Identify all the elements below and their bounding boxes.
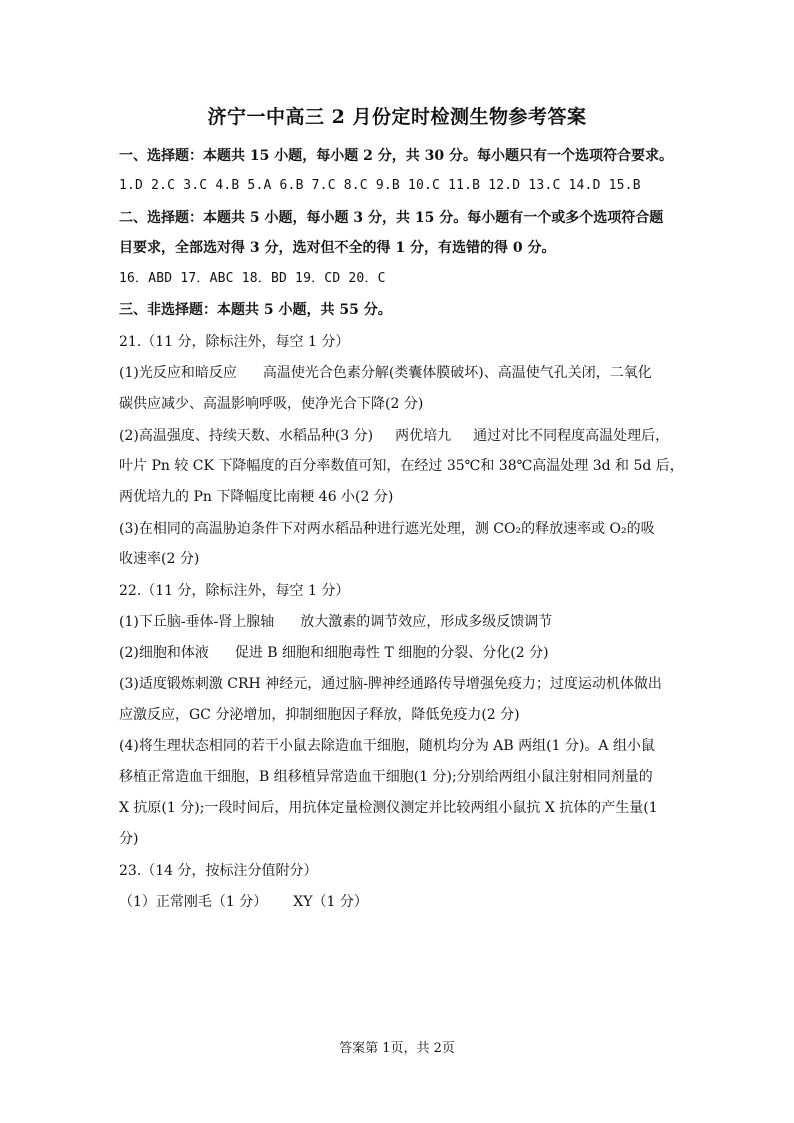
q22-answer-2 <box>119 642 679 664</box>
page-footer: 答案第 1页，共 2页 <box>339 1041 455 1056</box>
q21-answer-1-line1 <box>119 362 679 384</box>
q21-answer-2b: 两优培九 <box>395 428 452 444</box>
q21-answer-2-line3: 两优培九的 Pn 下降幅度比南粳 46 小(2 分) <box>119 489 394 505</box>
q22-answer-4-line4: 分) <box>119 831 139 847</box>
q21-answer-2a: (2)高温强度、持续天数、水稻品种(3 分) <box>119 428 374 444</box>
q22-answer-3-line1: (3)适度锻炼刺激 CRH 神经元，通过脑-脾神经通路传导增强免疫力；过度运动机体做出 <box>119 676 662 692</box>
q22-answer-2b: 促进 B 细胞和细胞毒性 T 细胞的分裂、分化(2 分) <box>234 645 549 661</box>
q22-answer-4-line2: 移植正常造血干细胞，B 组移植异常造血干细胞(1 分);分别给两组小鼠注射相同剂量的 <box>119 769 653 785</box>
q23-answer-1 <box>119 891 679 913</box>
q22-answer-1b: 放大激素的调节效应，形成多级反馈调节 <box>300 614 553 630</box>
section2-heading-line2: 目要求，全部选对得 3 分，选对但不全的得 1 分，有选错的得 0 分。 <box>119 240 556 256</box>
q21-answer-3-line2: 收速率(2 分) <box>119 551 200 567</box>
q23-answer-1a: （1）正常刚毛（1 分） <box>119 894 268 910</box>
section3-heading: 三、非选择题：本题共 5 小题，共 55 分。 <box>119 302 392 318</box>
section1-heading: 一、选择题：本题共 15 小题，每小题 2 分，共 30 分。每小题只有一个选项符合要求。 <box>119 148 673 164</box>
q21-answer-2-line2: 叶片 Pn 较 CK 下降幅度的百分率数值可知，在经过 35℃和 38℃高温处理 3d 和 5d 后， <box>119 458 684 474</box>
section2-answers: 16．ABD 17．ABC 18．BD 19．CD 20．C <box>119 271 386 286</box>
q22-answer-3-line2: 应激反应，GC 分泌增加，抑制细胞因子释放，降低免疫力(2 分) <box>119 707 520 723</box>
q21-answer-2c: 通过对比不同程度高温处理后， <box>473 428 670 444</box>
q21-answer-2-line1 <box>119 425 679 447</box>
q21-header: 21.（11 分，除标注外，每空 1 分） <box>119 334 350 350</box>
section1-answers: 1.D 2.C 3.C 4.B 5.A 6.B 7.C 8.C 9.B 10.C 11.B 12.D 13.C 14.D 15.B <box>119 178 641 193</box>
q22-header: 22.（11 分，除标注外，每空 1 分） <box>119 583 350 599</box>
q23-answer-1b: XY（1 分） <box>293 894 368 910</box>
q21-answer-1a: (1)光反应和暗反应 <box>119 365 237 381</box>
q21-answer-1b: 高温使光合色素分解(类囊体膜破坏)、高温使气孔关闭，二氧化 <box>262 365 652 381</box>
q22-answer-1 <box>119 611 679 633</box>
q22-answer-1a: (1)下丘脑-垂体-肾上腺轴 <box>119 614 275 630</box>
page-title: 济宁一中高三 2 月份定时检测生物参考答案 <box>207 106 587 128</box>
q22-answer-2a: (2)细胞和体液 <box>119 645 209 661</box>
q22-answer-4-line1: (4)将生理状态相同的若干小鼠去除造血干细胞，随机均分为 AB 两组(1 分)。A 组小鼠 <box>119 738 655 754</box>
section2-heading-line1: 二、选择题：本题共 5 小题，每小题 3 分，共 15 分。每小题有一个或多个选项符合题 <box>119 210 664 226</box>
q21-answer-3-line1: (3)在相同的高温胁迫条件下对两水稻品种进行遮光处理，测 CO₂的释放速率或 O₂的吸 <box>119 521 655 537</box>
q21-answer-1-line2: 碳供应减少、高温影响呼吸，使净光合下降(2 分) <box>119 396 424 412</box>
q22-answer-4-line3: X 抗原(1 分);一段时间后，用抗体定量检测仪测定并比较两组小鼠抗 X 抗体的产生量(1 <box>119 800 658 816</box>
q23-header: 23.（14 分，按标注分值附分） <box>119 863 318 879</box>
